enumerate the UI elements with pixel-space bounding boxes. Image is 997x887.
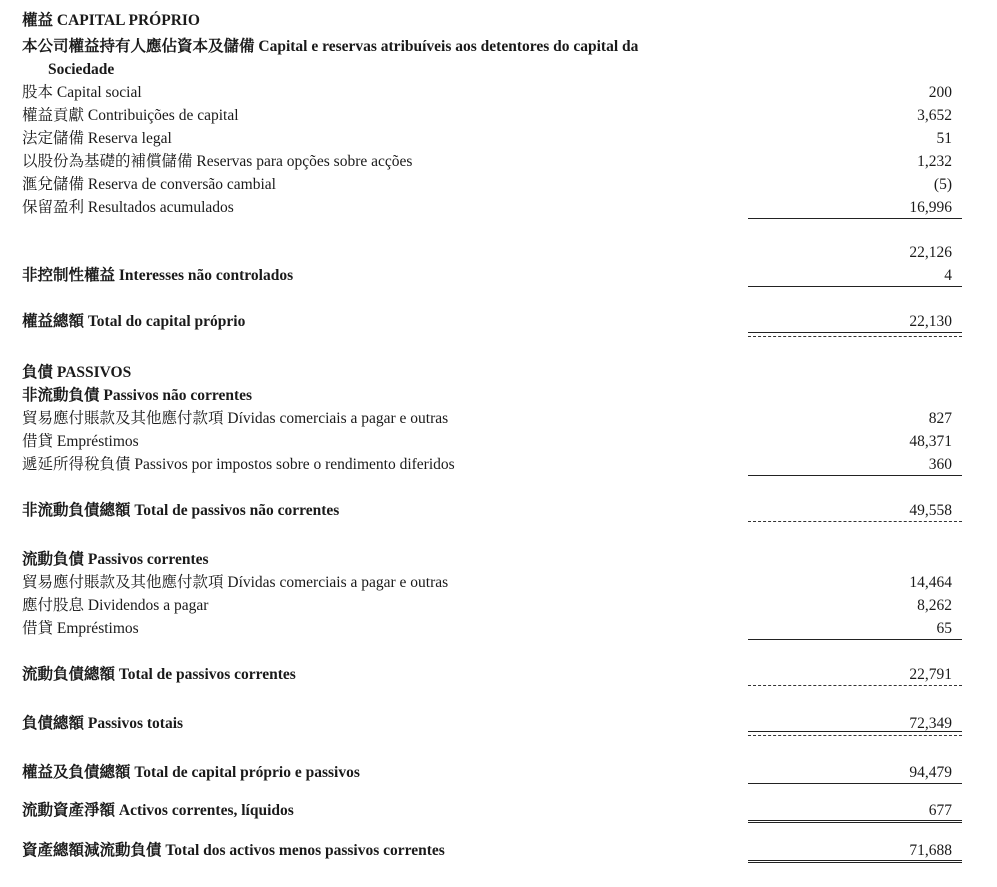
total-equity-value: 22,130 [909,313,952,330]
line-item-label: 法定儲備 Reserva legal [22,130,172,147]
noncurrent-heading-row [0,385,997,407]
assets-less-current-liabilities-value: 71,688 [909,842,952,859]
net-current-assets-value: 677 [928,802,952,819]
total-rule [748,332,962,333]
liabilities-total-label: 負債總額 Passivos totais [22,715,184,732]
line-item-value: 16,996 [909,199,952,216]
line-item-value: (5) [933,176,952,193]
current-heading-row [0,549,997,571]
line-item-value: 827 [928,410,952,427]
nci-label: 非控制性權益 Interesses não controlados [22,267,294,284]
equity-heading-row [0,10,997,32]
total-dashed-rule [748,685,962,686]
attributable-heading-row [0,36,997,58]
nci-rule [748,286,962,287]
line-item-value: 48,371 [909,433,952,450]
line-item [0,572,997,594]
line-item [0,431,997,453]
total-rule [748,731,962,732]
liabilities-total-value: 72,349 [909,715,952,732]
line-item [0,174,997,196]
line-item-value: 1,232 [917,153,952,170]
line-item-label: 滙兌儲備 Reserva de conversão cambial [22,176,276,193]
attributable-heading-row-2 [0,59,997,81]
line-item [0,82,997,104]
line-item-value: 65 [936,620,952,637]
liabilities-heading: 負債 PASSIVOS [22,364,132,381]
current-total-row [0,664,997,686]
line-item-label: 權益貢獻 Contribuições de capital [22,107,239,124]
noncurrent-total-label: 非流動負債總額 Total de passivos não correntes [22,502,340,519]
assets-less-current-liabilities-label: 資產總額減流動負債 Total dos activos menos passivos correntes [22,842,445,859]
total-dashed-rule [748,735,962,736]
current-heading: 流動負債 Passivos correntes [22,551,209,568]
equity-subtotal-row [0,242,997,264]
equity-and-liabilities-value: 94,479 [909,764,952,781]
line-item [0,151,997,173]
noncurrent-heading: 非流動負債 Passivos não correntes [22,387,253,404]
subtotal-rule [748,475,962,476]
summary-rule [748,783,962,784]
line-item-value: 14,464 [909,574,952,591]
subtotal-rule [748,639,962,640]
current-total-value: 22,791 [909,666,952,683]
line-item-value: 8,262 [917,597,952,614]
liabilities-heading-row [0,362,997,384]
attributable-heading-cont: Sociedade [48,61,115,78]
line-item [0,197,997,219]
line-item-label: 保留盈利 Resultados acumulados [22,199,234,216]
nci-value: 4 [944,267,952,284]
nci-row [0,265,997,287]
line-item-value: 200 [928,84,952,101]
line-item [0,595,997,617]
line-item-label: 股本 Capital social [22,84,142,101]
line-item [0,128,997,150]
noncurrent-total-row [0,500,997,522]
line-item [0,618,997,640]
equity-subtotal-value: 22,126 [909,244,952,261]
line-item-label: 借貸 Empréstimos [22,620,139,637]
line-item-label: 以股份為基礎的補償儲備 Reservas para opções sobre acções [22,153,413,170]
line-item-label: 貿易應付賬款及其他應付款項 Dívidas comerciais a pagar e outras [22,410,449,427]
line-item-label: 貿易應付賬款及其他應付款項 Dívidas comerciais a pagar e outras [22,574,449,591]
total-dashed-rule [748,336,962,337]
total-dashed-rule [748,521,962,522]
equity-and-liabilities-label: 權益及負債總額 Total de capital próprio e passivos [22,764,360,781]
equity-and-liabilities-row [0,762,997,784]
net-current-assets-row [0,800,997,822]
line-item [0,454,997,476]
line-item-label: 借貸 Empréstimos [22,433,139,450]
double-rule [748,860,962,863]
line-item-label: 應付股息 Dividendos a pagar [22,597,209,614]
line-item [0,408,997,430]
total-equity-label: 權益總額 Total do capital próprio [22,313,246,330]
double-rule [748,820,962,823]
attributable-heading: 本公司權益持有人應佔資本及儲備 Capital e reservas atribuíveis aos detentores do capital da [22,38,639,55]
line-item-value: 51 [936,130,952,147]
line-item-label: 遞延所得稅負債 Passivos por impostos sobre o rendimento diferidos [22,456,455,473]
line-item-value: 3,652 [917,107,952,124]
total-equity-row [0,311,997,333]
line-item [0,105,997,127]
noncurrent-total-value: 49,558 [909,502,952,519]
current-total-label: 流動負債總額 Total de passivos correntes [22,666,296,683]
equity-heading: 權益 CAPITAL PRÓPRIO [22,12,200,29]
subtotal-rule [748,218,962,219]
assets-less-current-liabilities-row [0,840,997,862]
line-item-value: 360 [928,456,952,473]
net-current-assets-label: 流動資產淨額 Activos correntes, líquidos [22,802,294,819]
